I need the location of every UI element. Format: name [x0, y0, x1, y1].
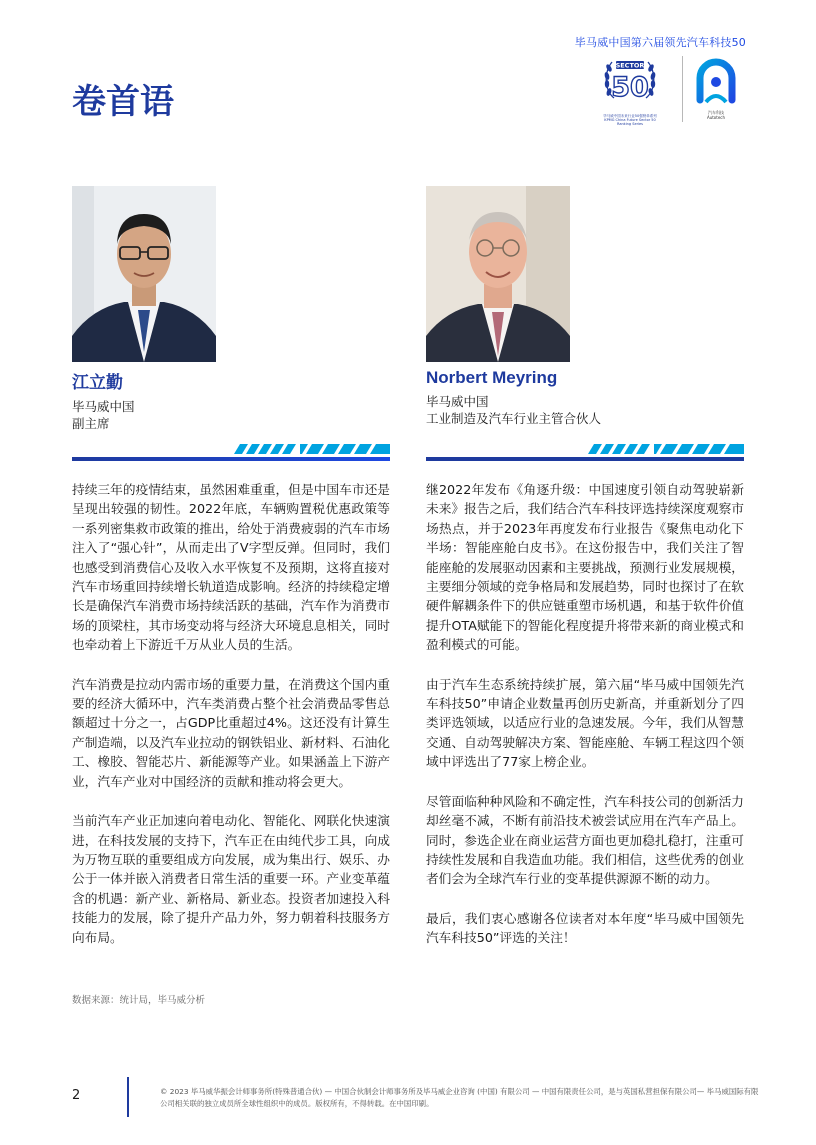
portrait-photo-1	[72, 186, 216, 362]
person-role-2: 工业制造及汽车行业主管合伙人	[426, 411, 602, 426]
sector50-caption-cn: 毕马威中国未来行业50强榜单系列	[603, 114, 657, 118]
left-paragraph-1: 持续三年的疫情结束，虽然困难重重，但是中国车市还是呈现出较强的韧性。2022年底，车辆购置税优惠政策等一系列密集救市政策的推出，给处于消费疲弱的汽车市场注入了“强心针”，从而走出了V字型反弹。但同时，我们也感受到消费信心及收入水平恢复不及预期，这将直接对汽车市场重回持续增长轨道造成影响。经济的持续稳定增长是确保汽车消费市场持续活跃的基础，汽车作为消费市场的顶梁柱，其市场变动将与经济大环境息息相关，同时也牵动着上下游近千万从业人员的生活。	[72, 482, 390, 653]
right-column-text	[426, 480, 744, 968]
sector50-logo	[600, 52, 660, 126]
left-paragraph-3: 当前汽车产业正加速向着电动化、智能化、网联化快速演进，在科技发展的支持下，汽车正在由纯代步工具，向成为万物互联的重要组成方向发展，成为集出行、娱乐、办公于一体并嵌入消费者日常生活的重要一环。产业变革蕴含的机遇：新产业、新格局、新业态。投资者加速投入科技能力的发展，除了提升产品力外，努力朝着科技服务方向布局。	[72, 813, 390, 945]
sector50-caption-en: KPMG China Future Sector 50 Ranking Series	[604, 118, 656, 126]
person-name-2: Norbert Meyring	[426, 368, 558, 387]
person-card-1	[72, 186, 372, 432]
autotech-logo	[694, 56, 738, 126]
right-paragraph-1: 继2022年发布《角逐升级：中国速度引领自动驾驶崭新未来》报告之后，我们结合汽车科技评选持续深度观察市场热点，并于2023年再度发布行业报告《聚焦电动化下半场：智能座舱白皮书》。在这份报告中，我们关注了智能座舱的发展驱动因素和主要挑战，预测行业发展规模，主要细分领域的竞争格局和发展趋势，同时也探讨了在软硬件解耦条件下的供应链重塑市场机遇，和基于软件价值提升OTA赋能下的智能化程度提升将带来新的商业模式和盈利模式的可能。	[426, 482, 744, 653]
right-paragraph-4: 最后，我们衷心感谢各位读者对本年度“毕马威中国领先汽车科技50”评选的关注！	[426, 910, 744, 946]
sector50-emblem-icon	[600, 52, 660, 110]
logo-divider	[682, 56, 683, 122]
person-org-1: 毕马威中国	[72, 399, 135, 414]
left-column-text	[72, 480, 390, 967]
person-role-1: 副主席	[72, 416, 110, 431]
right-paragraph-3: 尽管面临种种风险和不确定性，汽车科技公司的创新活力却丝毫不减，不断有前沿技术被尝试应用在汽车产品上。同时，参选企业在商业运营方面也更加稳扎稳打，注重可持续性发展和自我造血功能。我们相信，这些优秀的创业者们会为全球汽车行业的变革提供源源不断的动力。	[426, 793, 744, 887]
person-name-1: 江立勤	[72, 373, 123, 392]
footer-divider	[127, 1077, 129, 1117]
section-divider-1	[72, 441, 390, 465]
autotech-caption-en: Autotech	[706, 115, 726, 120]
page-number: 2	[72, 1088, 81, 1103]
series-label: 毕马威中国第六届领先汽车科技50	[574, 36, 746, 49]
logo-group	[596, 52, 756, 126]
right-paragraph-2: 由于汽车生态系统持续扩展，第六届“毕马威中国领先汽车科技50”申请企业数量再创历史新高，并重新划分了四类评选领域，以适应行业的急速发展。今年，我们从智慧交通、自动驾驶解决方案、智能座舱、车辆工程这四个领域中评选出了77家上榜企业。	[426, 676, 744, 770]
left-paragraph-2: 汽车消费是拉动内需市场的重要力量，在消费这个国内重要的经济大循环中，汽车类消费占整个社会消费品零售总额超过十分之一，占GDP比重超过4%。这还没有计算生产制造端，以及汽车业拉动的钢铁铝业、新材料、石油化工、橡胶、智能芯片、新能源等产业。如果涵盖上下游产业，汽车产业对中国经济的贡献和推动将会更大。	[72, 676, 390, 789]
source-note: 数据来源：统计局，毕马威分析	[72, 995, 206, 1006]
svg-text:50: 50	[611, 72, 649, 103]
autotech-caption-cn: 汽车科技	[708, 110, 724, 115]
page-title: 卷首语	[72, 82, 174, 122]
svg-text:SECTOR: SECTOR	[615, 61, 645, 70]
portrait-photo-2	[426, 186, 570, 362]
section-divider-2	[426, 441, 744, 465]
copyright-notice: © 2023 毕马威华振会计师事务所(特殊普通合伙) — 中国合伙制会计师事务所及毕马威企业咨询 (中国) 有限公司 — 中国有限责任公司，是与英国私营担保有限公司— 毕马威国际有限公司相关联的独立成员所全球性组织中的成员。版权所有，不得转载。在中国印刷。	[160, 1087, 759, 1108]
person-org-2: 毕马威中国	[426, 394, 489, 409]
autotech-emblem-icon	[694, 56, 738, 106]
person-card-2	[426, 186, 726, 427]
